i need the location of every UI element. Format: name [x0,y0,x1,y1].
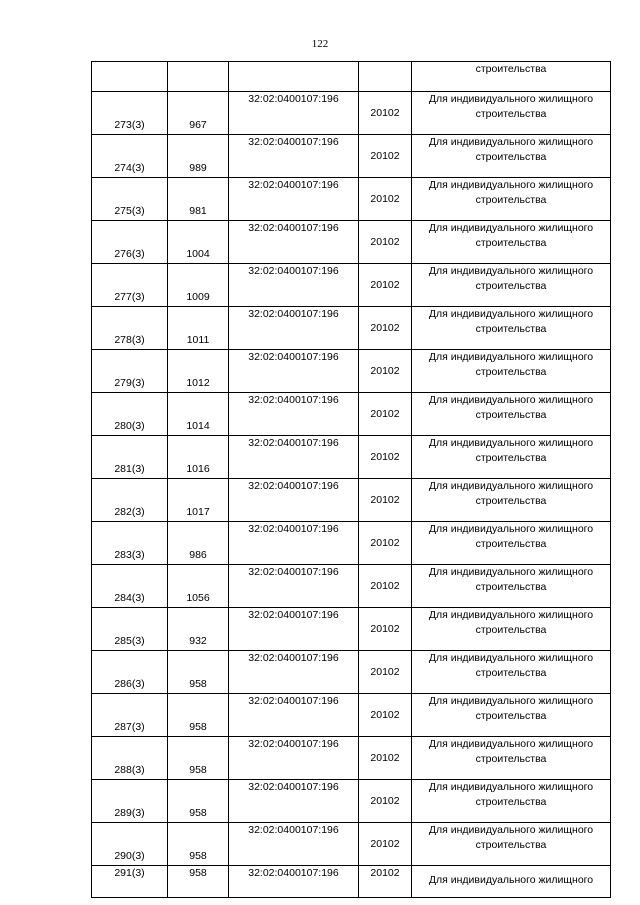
cell-code: 20102 [359,92,412,135]
cell-number: 275(3) [92,178,168,221]
table-row [92,221,611,264]
cell-purpose: строительства [412,62,611,92]
cell-number: 282(3) [92,479,168,522]
table-row [92,393,611,436]
cell-cadastral: 32:02:0400107:196 [229,694,359,737]
purpose-line: строительства [475,538,547,550]
cell-cadastral: 32:02:0400107:196 [229,436,359,479]
cell-area: 1056 [168,565,229,608]
purpose-line: строительства [475,839,547,851]
purpose-line: строительства [475,237,547,249]
table-row [92,135,611,178]
table-row-last [92,866,611,898]
cell-cadastral: 32:02:0400107:196 [229,737,359,780]
cell-code: 20102 [359,522,412,565]
cell-purpose [412,264,611,307]
purpose-line: Для индивидуального жилищного [428,93,594,105]
purpose-line: Для индивидуального жилищного [428,265,594,277]
cell-number: 288(3) [92,737,168,780]
cell-cadastral: 32:02:0400107:196 [229,178,359,221]
purpose-line: строительства [475,366,547,378]
cell-area: 1011 [168,307,229,350]
cell-number: 273(3) [92,92,168,135]
cell-code: 20102 [359,221,412,264]
cell-area: 1016 [168,436,229,479]
cell-code: 20102 [359,307,412,350]
purpose-line: Для индивидуального жилищного [428,781,594,793]
table-row-continuation [92,62,611,92]
cell-code: 20102 [359,350,412,393]
cell-area: 958 [168,737,229,780]
cell-purpose [412,780,611,823]
land-plots-table [91,61,611,898]
purpose-line: Для индивидуального жилищного [428,308,594,320]
purpose-line: Для индивидуального жилищного [428,351,594,363]
purpose-line: строительства [475,323,547,335]
cell-purpose [412,737,611,780]
cell-code: 20102 [359,565,412,608]
cell-purpose [412,651,611,694]
cell-code: 20102 [359,608,412,651]
table-row [92,92,611,135]
cell-number: 279(3) [92,350,168,393]
cell-code: 20102 [359,737,412,780]
cell-number: 287(3) [92,694,168,737]
cell-number: 277(3) [92,264,168,307]
cell-number [92,62,168,92]
table-row [92,780,611,823]
cell-purpose [412,479,611,522]
purpose-line: строительства [475,108,547,120]
purpose-line: строительства [475,667,547,679]
cell-purpose [412,135,611,178]
page-number: 122 [311,38,329,50]
cell-area: 1004 [168,221,229,264]
cell-purpose [412,221,611,264]
purpose-line: строительства [475,495,547,507]
purpose-line: строительства [475,452,547,464]
cell-area: 958 [168,866,229,898]
table-row [92,737,611,780]
purpose-line: Для индивидуального жилищного [428,437,594,449]
table-row [92,823,611,866]
cell-code: 20102 [359,694,412,737]
cell-number: 276(3) [92,221,168,264]
cell-area: 958 [168,823,229,866]
cell-code: 20102 [359,866,412,898]
cell-cadastral: 32:02:0400107:196 [229,135,359,178]
purpose-line: строительства [475,796,547,808]
cell-cadastral: 32:02:0400107:196 [229,264,359,307]
cell-code: 20102 [359,651,412,694]
cell-area: 986 [168,522,229,565]
table-row [92,565,611,608]
cell-code: 20102 [359,780,412,823]
cell-code: 20102 [359,178,412,221]
cell-area: 1009 [168,264,229,307]
cell-code: 20102 [359,393,412,436]
cell-number: 285(3) [92,608,168,651]
cell-area [168,62,229,92]
cell-cadastral: 32:02:0400107:196 [229,522,359,565]
purpose-line: Для индивидуального жилищного [428,824,594,836]
purpose-line: Для индивидуального жилищного [428,652,594,664]
purpose-line: строительства [475,409,547,421]
cell-code: 20102 [359,479,412,522]
cell-cadastral: 32:02:0400107:196 [229,823,359,866]
cell-area: 958 [168,651,229,694]
cell-purpose [412,307,611,350]
cell-cadastral: 32:02:0400107:196 [229,92,359,135]
table-row [92,178,611,221]
purpose-line: Для индивидуального жилищного [428,738,594,750]
purpose-line: Для индивидуального жилищного [428,695,594,707]
purpose-line: Для индивидуального жилищного [428,222,594,234]
cell-number: 281(3) [92,436,168,479]
cell-purpose [412,178,611,221]
cell-cadastral: 32:02:0400107:196 [229,393,359,436]
purpose-line: Для индивидуального жилищного [428,136,594,148]
table-row [92,694,611,737]
cell-cadastral: 32:02:0400107:196 [229,479,359,522]
cell-number: 290(3) [92,823,168,866]
cell-cadastral: 32:02:0400107:196 [229,307,359,350]
purpose-line: строительства [475,581,547,593]
table-row [92,608,611,651]
cell-cadastral: 32:02:0400107:196 [229,608,359,651]
cell-number: 291(3) [92,866,168,898]
cell-cadastral: 32:02:0400107:196 [229,780,359,823]
cell-area: 1014 [168,393,229,436]
cell-purpose [412,823,611,866]
cell-number: 284(3) [92,565,168,608]
purpose-line: Для индивидуального жилищного [428,523,594,535]
purpose-line: Для индивидуального жилищного [428,609,594,621]
cell-code: 20102 [359,823,412,866]
cell-number: 274(3) [92,135,168,178]
cell-area: 958 [168,694,229,737]
purpose-line: Для индивидуального жилищного [428,480,594,492]
cell-number: 278(3) [92,307,168,350]
cell-number: 280(3) [92,393,168,436]
cell-code: 20102 [359,264,412,307]
cell-cadastral: 32:02:0400107:196 [229,565,359,608]
cell-purpose [412,608,611,651]
cell-number: 283(3) [92,522,168,565]
cell-cadastral [229,62,359,92]
table-row [92,479,611,522]
cell-purpose [412,565,611,608]
cell-area: 989 [168,135,229,178]
cell-code: 20102 [359,135,412,178]
table-row [92,436,611,479]
cell-cadastral: 32:02:0400107:196 [229,651,359,694]
table-row [92,350,611,393]
purpose-line: строительства [475,753,547,765]
cell-cadastral: 32:02:0400107:196 [229,350,359,393]
purpose-line: Для индивидуального жилищного [428,394,594,406]
table-row [92,307,611,350]
purpose-line: строительства [475,151,547,163]
cell-code: 20102 [359,436,412,479]
cell-area: 932 [168,608,229,651]
purpose-line: строительства [475,624,547,636]
purpose-line: строительства [475,710,547,722]
cell-number: 286(3) [92,651,168,694]
purpose-line: строительства [475,280,547,292]
table-row [92,264,611,307]
cell-area: 1012 [168,350,229,393]
cell-purpose [412,92,611,135]
cell-purpose [412,393,611,436]
table-row [92,651,611,694]
cell-area: 1017 [168,479,229,522]
table-row [92,522,611,565]
cell-area: 981 [168,178,229,221]
cell-area: 958 [168,780,229,823]
cell-code [359,62,412,92]
purpose-line: строительства [475,194,547,206]
purpose-line: Для индивидуального жилищного [428,566,594,578]
cell-purpose: Для индивидуального жилищного [412,866,611,898]
cell-cadastral: 32:02:0400107:196 [229,221,359,264]
cell-purpose [412,522,611,565]
cell-number: 289(3) [92,780,168,823]
cell-cadastral: 32:02:0400107:196 [229,866,359,898]
cell-purpose [412,436,611,479]
cell-purpose [412,694,611,737]
cell-purpose [412,350,611,393]
purpose-line: Для индивидуального жилищного [428,179,594,191]
cell-area: 967 [168,92,229,135]
